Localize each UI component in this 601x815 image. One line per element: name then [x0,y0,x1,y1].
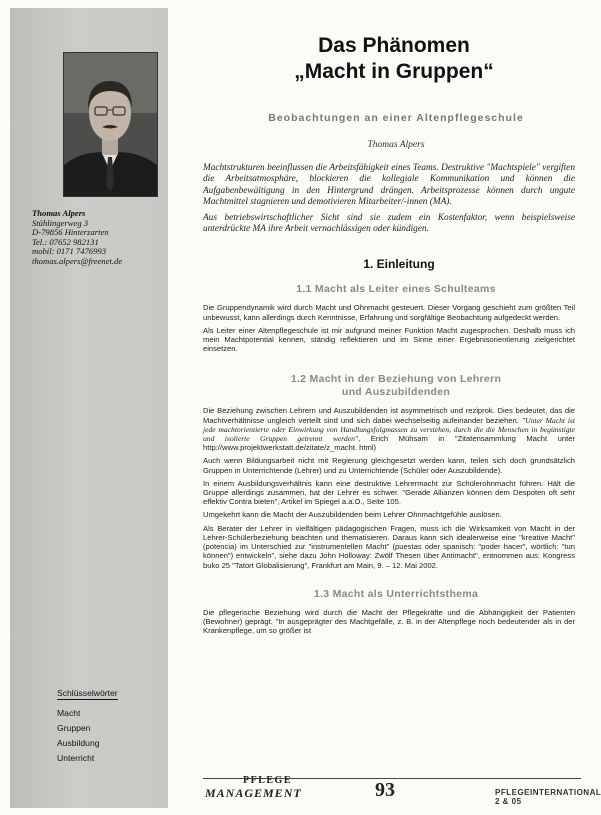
body-paragraph: Als Leiter einer Altenpflegeschule ist mir aufgrund meiner Funktion Macht zugesprochen. Deshalb muss ich mein Machtpotential kennen, ständig reflektieren und im Sinne einer Ergebnisorientierung zielgerichtet einsetzen. [203,325,575,354]
keyword-item: Gruppen [57,723,91,733]
article-title-line2: „Macht in Gruppen“ [294,60,494,83]
body-paragraph: In einem Ausbildungsverhältnis kann eine destruktive Lehrermacht zur Schülerohnmacht führen. Hält die Gruppe allerdings zusammen, hat der Lehrer es schwer. "Gerade Allianzen können dem Despoten oft sehr effektiv Contra bieten", Artikel im Spiegel a.a.O., Seite 105. [203,478,575,507]
lead-paragraph: Machtstrukturen beeinflussen die Arbeitsfähigkeit eines Teams. Destruktive "Machtspiele" vergiften die Arbeitsatmosphäre, blockieren die kollegiale Kommunikation und können die Aufgabenbewältigung in den Hintergrund drängen. Arbeitsprozesse können durch ungute Machtmittel stagnieren und demotivieren Mitarbeiter/-innen (MA). [203,163,575,208]
author-phone: Tel.: 07652 982131 [32,236,99,247]
body-paragraph: Die pflegerische Beziehung wird durch die Macht der Pflegekräfte und die Abhängigkeit der Patienten (Bewohner) geprägt. "In ausgeprägter des Machtgefälle, z. B. in der Altenpflege noch bedeutender als in der Krankenpflege, um so größer ist [203,607,575,636]
body-paragraph: Als Berater der Lehrer in vielfältigen pädagogischen Fragen, muss ich die Wirksamkeit von Macht in der Lehrer-Schülerbeziehung beachten und thematisieren. Daraus kann sich idealerweise eine "kreative Macht" (potencia) im Unterschied zur "instrumentellen Macht" (puestas oder spanisch: "poder hacer", wörtlich: "tun können") entwickeln", siehe dazu John Holloway: Zwölf Thesen über Antimacht", entnommen aus: Kongress buko 25 "Tatort Globalisierung", Frankfurt am Main, 9. – 12. Mai 2002. [203,523,575,570]
page-number: 93 [375,779,395,801]
article-subtitle: Beobachtungen an einer Altenpflegeschule [268,112,524,124]
issue-label: PFLEGEINTERNATIONAL 2 & 05 [495,788,601,806]
subsection-heading-line: 1.2 Macht in der Beziehung von Lehrern [290,373,502,386]
keyword-item: Unterricht [57,753,95,763]
sidebar [10,8,168,808]
section-heading: 1. Einleitung [363,257,435,272]
body-text: , Erich Mühsam in "Zitatensammlung Macht unter http://www.projektwerkstatt.de/zitate/z_macht. html) [203,434,576,453]
keyword-item: Macht [57,708,81,718]
quote-text: "Unter Macht ist jede machtorientierte oder Einwirkung von Handlungsfolgmassen zu verstehen, durch die die Menschen in begünstigte und isolierte Gruppen getrennt werden" [203,415,575,444]
article-content [203,33,575,635]
body-paragraph: Auch wenn Bildungsarbeit nicht mit Regierung gleichgesetzt werden kann, teilen sich doch grundsätzlich Gruppen in Unterrichtende (Lehrer) und zu Unterrichtende (Schüler oder Auszubildende). [203,456,575,475]
article-byline: Thomas Alpers [367,140,425,150]
magazine-name: MANAGEMENT [205,786,302,800]
subsection-heading [217,373,575,399]
lead-paragraph: Aus betriebswirtschaftlicher Sicht sind sie zudem ein Kostenfaktor, wenn beispielsweise unterdrückte MA ihre Arbeit vernachlässigen oder kündigen. [203,212,575,235]
keyword-item: Ausbildung [57,738,100,748]
body-paragraph: Umgekehrt kann die Macht der Auszubildenden beim Lehrer Ohnmachtgefühle auslösen. [203,510,502,520]
page-footer [203,775,601,806]
author-name: Thomas Alpers [32,208,86,218]
author-contact [32,209,172,267]
body-paragraph: Die Gruppendynamik wird durch Macht und Ohnmacht gesteuert. Dieser Vorgang geschieht zum größten Teil unbewusst, kann allerdings durch Kenntnisse, Erfahrung und sorgfältige Beobachtung aufgedeckt werden. [203,303,575,322]
magazine-name-top: PFLEGE [243,775,293,786]
keywords-title: Schlüsselwörter [57,688,118,698]
body-paragraph [203,406,575,452]
article-title-line1: Das Phänomen [318,34,470,57]
subsection-heading: 1.1 Macht als Leiter eines Schulteams [296,283,496,296]
author-address-line: D-79856 Hinterzarten [32,227,109,238]
subsection-heading: 1.3 Macht als Unterrichtsthema [313,587,479,600]
body-text: Die Beziehung zwischen Lehrern und Auszubildenden ist asymmetrisch und reziprok. Dies bedeutet, das die Machtverhältnisse ungleich verteilt sind und sich dabei wechselseitig aufeinander beziehen. [203,406,575,425]
author-address-line: Stühlingerweg 3 [32,217,89,228]
author-photo [63,52,158,197]
subsection-heading-line: und Auszubildenden [341,386,451,399]
keywords-box [57,686,167,766]
author-email[interactable]: thomas.alpers@freenet.de [32,255,123,266]
author-mobile: mobil: 0171 7476993 [32,246,106,257]
